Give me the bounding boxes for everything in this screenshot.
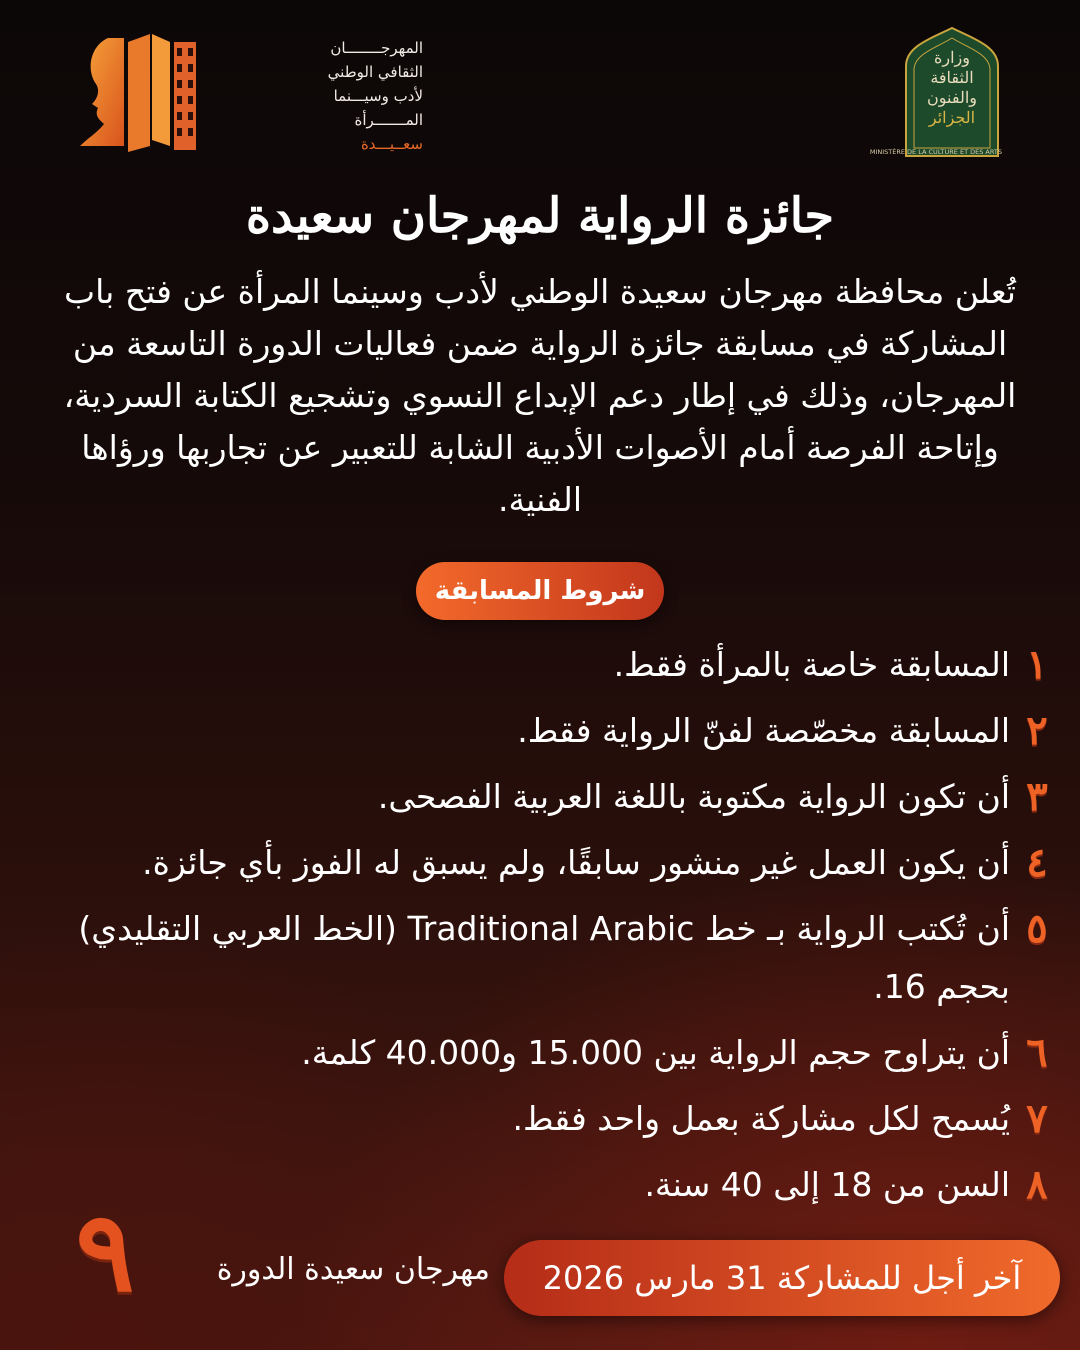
condition-text: يُسمح لكل مشاركة بعمل واحد فقط. [512,1099,1010,1138]
festival-name-line: لأدب وسيـــنما [333,87,423,105]
page-title: جائزة الرواية لمهرجان سعيدة [245,188,835,244]
condition-item [20,1156,1060,1214]
ministry-name-line: وزارة [933,48,970,67]
condition-number: ٤ [1026,839,1048,886]
condition-text: أن يتراوح حجم الرواية بين 15.000 و40.000 كلمة. [301,1033,1010,1072]
festival-name-line: المـــــــرأة [354,111,423,129]
festival-city: سعــيـــدة [360,135,423,153]
intro-paragraph: تُعلن محافظة مهرجان سعيدة الوطني لأدب وسينما المرأة عن فتح باب المشاركة في مسابقة جائزة الرواية ضمن فعاليات الدورة التاسعة من المهرجان، وذلك في إطار دعم الإبداع النسوي وتشجيع الكتابة السردية، وإتاحة الفرصة أمام الأصوات الأدبية الشابة للتعبير عن تجاربها ورؤاها الفنية. [63,272,1017,519]
condition-item [20,636,1060,694]
condition-number: ٣ [1026,773,1048,820]
condition-number: ٨ [1026,1161,1048,1208]
condition-number: ١ [1026,641,1048,688]
ministry-name-line: الثقافة [930,68,974,87]
festival-logo [78,28,423,168]
ministry-logo [869,26,1002,158]
condition-item [20,768,1060,826]
condition-number: ٧ [1026,1095,1048,1142]
condition-item [20,900,1060,1016]
conditions-list [20,636,1060,1222]
festival-name-line: المهرجــــــــان [330,39,423,57]
ministry-name [902,48,1002,128]
condition-item [20,1090,1060,1148]
condition-item [20,702,1060,760]
condition-text: السن من 18 إلى 40 سنة. [644,1165,1010,1204]
condition-number: ٥ [1026,905,1048,952]
condition-text: أن تكون الرواية مكتوبة باللغة العربية الفصحى. [377,777,1010,816]
condition-text: المسابقة خاصة بالمرأة فقط. [613,645,1010,684]
condition-text: أن يكون العمل غير منشور سابقًا، ولم يسبق له الفوز بأي جائزة. [142,843,1010,882]
edition-label: مهرجان سعيدة الدورة [216,1252,490,1287]
ministry-name-line: الجزائر [928,108,976,127]
edition-number: ٩ [75,1187,135,1316]
deadline-badge: آخر أجل للمشاركة 31 مارس 2026 [504,1240,1060,1316]
condition-number: ٢ [1026,707,1048,754]
condition-number: ٦ [1026,1029,1048,1076]
festival-name-line: الثقافي الوطني [327,63,423,81]
condition-item [20,1024,1060,1082]
ministry-caption: MINISTÈRE DE LA CULTURE ET DES ARTS [869,148,1002,156]
condition-text: أن تُكتب الرواية بـ خط Traditional Arabic (الخط العربي التقليدي) بحجم 16. [78,909,1010,1006]
ministry-name-line: والفنون [927,88,977,107]
condition-item [20,834,1060,892]
woman-book-film-icon [78,28,218,158]
festival-name [228,36,423,156]
condition-text: المسابقة مخصّصة لفنّ الرواية فقط. [517,711,1010,750]
conditions-heading-badge: شروط المسابقة [416,562,664,620]
